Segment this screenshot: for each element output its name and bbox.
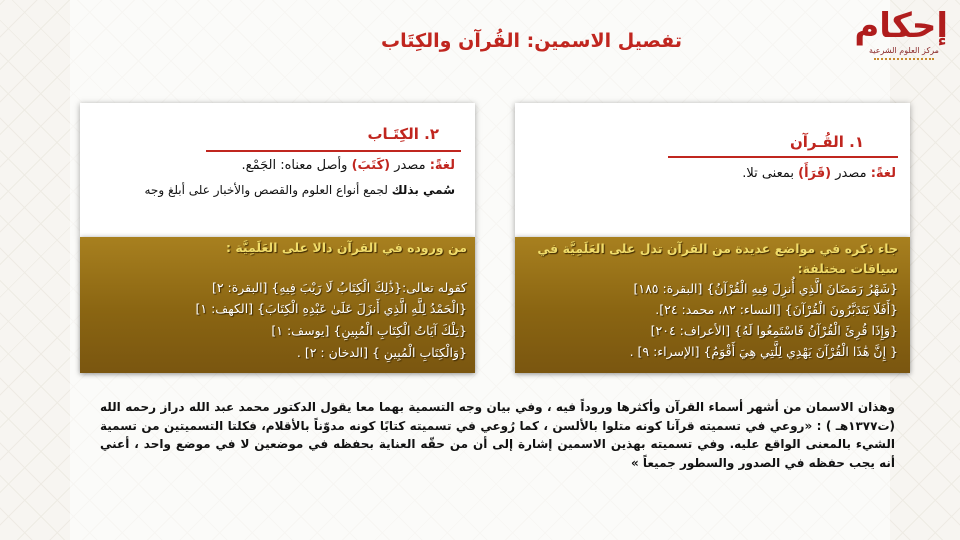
kitab-card bbox=[80, 103, 475, 237]
quran-heading-underline bbox=[668, 156, 898, 158]
quran-card bbox=[515, 103, 910, 237]
quran-heading: ١. القُـرآن bbox=[789, 133, 864, 151]
quran-verses-box bbox=[515, 237, 910, 373]
quran-def-label: لغةً: bbox=[870, 166, 896, 181]
kitab-heading-underline bbox=[206, 150, 461, 152]
kitab-note-bold: سُمي بذلك bbox=[391, 183, 455, 197]
kitab-verse: {وَالْكِتَابِ الْمُبِينِ } [الدخان : ٢] . bbox=[296, 345, 467, 360]
quran-verse: {وَإِذَا قُرِئَ الْقُرْآنُ فَاسْتَمِعُوا لَهُ} [الأعراف: ٢٠٤] bbox=[650, 323, 898, 338]
logo-ornament bbox=[874, 58, 934, 63]
quran-def-post: بمعنى تلا. bbox=[742, 166, 799, 181]
kitab-def-label: لغةً: bbox=[429, 158, 455, 173]
kitab-verse: {تِلْكَ آيَاتُ الْكِتَابِ الْمُبِينِ} [يوسف: ١] bbox=[271, 323, 467, 338]
quran-verse: {شَهْرُ رَمَضَانَ الَّذِي أُنزِلَ فِيهِ الْقُرْآنُ} [البقرة: ١٨٥] bbox=[633, 281, 898, 296]
logo-word: إحكام bbox=[854, 6, 948, 46]
kitab-def-pre: مصدر bbox=[390, 158, 430, 173]
logo-subtitle: مركز العلوم الشرعية bbox=[869, 46, 939, 55]
quran-gold-heading: جاء ذكره في مواضع عديدة من القرآن تدل على العَلَمِيَّة في سياقات مختلفة: bbox=[537, 241, 898, 276]
quran-def-root: (قَرَأَ) bbox=[798, 166, 832, 181]
kitab-heading: ٢. الكِتَـاب bbox=[367, 125, 439, 143]
quran-definition bbox=[742, 166, 896, 181]
quran-def-pre: مصدر bbox=[831, 166, 871, 181]
kitab-def-root: (كَتَبَ) bbox=[351, 158, 391, 173]
kitab-gold-heading: من وروده في القرآن دالا على العَلَمِيَّة : bbox=[225, 240, 467, 255]
kitab-verse: كقوله تعالى:{ذَٰلِكَ الْكِتَابُ لَا رَيْبَ فِيهِ} [البقرة: ٢] bbox=[211, 280, 467, 295]
quran-verse: { إِنَّ هَٰذَا الْقُرْآنَ يَهْدِي لِلَّتِي هِيَ أَقْوَمُ} [الإسراء: ٩] . bbox=[629, 344, 898, 359]
kitab-def-post: وأصل معناه: الجَمْع. bbox=[241, 158, 352, 173]
kitab-note-rest: لجمع أنواع العلوم والقصص والأخبار على أبلغ وجه bbox=[144, 183, 392, 197]
logo bbox=[854, 6, 948, 74]
kitab-verse: {الْحَمْدُ لِلَّهِ الَّذِي أَنزَلَ عَلَىٰ عَبْدِهِ الْكِتَابَ} [الكهف: ١] bbox=[195, 301, 467, 316]
footer-paragraph: وهذان الاسمان من أشهر أسماء القرآن وأكثرها وروداً فيه ، وفي بيان وجه التسمية بهما معا يقول الدكتور محمد عبد الله دراز رحمه الله (ت١٣٧٧هـ ) : «روعي في تسميته قرآنا كونه متلوا بالألسن ، كما رُوعي في تسميته كتابًا كونه مدوّناً بالأقلام، فكلتا التسميتين من تسمية الشيء بالمعنى الواقع عليه. وفي تسميته بهذين الاسمين إشارة إلى أن من حقّه العناية بحفظه في موضعين لا في موضع واحد ، أعني أنه يجب حفظه في الصدور والسطور جميعاً » bbox=[100, 400, 895, 470]
kitab-definition bbox=[242, 158, 455, 173]
kitab-verses-box bbox=[80, 237, 475, 373]
quran-verse: {أَفَلَا يَتَدَبَّرُونَ الْقُرْآنَ} [النساء: ٨٢، محمد: ٢٤]. bbox=[655, 302, 898, 317]
page-title: تفصيل الاسمين: القُرآن والكِتَاب bbox=[381, 30, 682, 52]
kitab-note bbox=[98, 179, 455, 201]
